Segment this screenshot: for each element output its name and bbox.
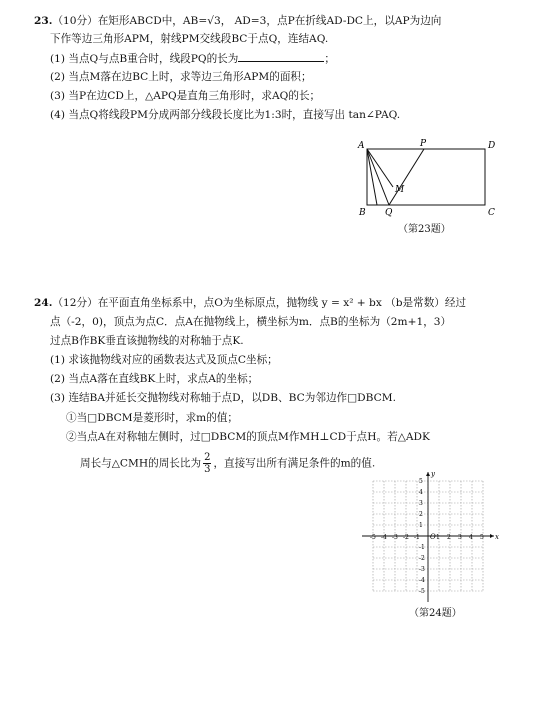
q24-line-9: 周长与△CMH的周长比为 $\frac{2}{3}$ ，直接写出所有满足条件的m的值. xyxy=(80,452,376,475)
x-tick-label: -5 xyxy=(370,534,376,541)
q24-line-3: 过点B作BK垂直该抛物线的对称轴于点K. xyxy=(50,335,244,347)
y-tick-label: -4 xyxy=(419,577,425,584)
q24-line-4: (1) 求该抛物线对应的函数表达式及顶点C坐标； xyxy=(50,354,278,366)
origin-label: O xyxy=(430,533,436,541)
label-p: P xyxy=(420,139,427,149)
q24-line-5: (2) 当点A落在直线BK上时，求点A的坐标； xyxy=(50,373,259,385)
y-tick-label: -3 xyxy=(419,566,425,573)
label-m: M xyxy=(395,185,405,195)
x-tick-label: -4 xyxy=(381,534,387,541)
answer-blank[interactable] xyxy=(238,51,324,62)
rectangle-abcd xyxy=(367,149,485,205)
x-tick-label: 4 xyxy=(469,534,473,541)
q23-line-6: (4) 当点Q将线段PM分成两部分线段长度比为1:3时，直接写出 tan∠PAQ. xyxy=(50,109,401,121)
q23-caption: （第23题） xyxy=(398,224,451,235)
q23-line-2: 下作等边三角形APM，射线PM交线段BC于点Q，连结AQ. xyxy=(50,33,329,45)
x-tick-label: 2 xyxy=(447,534,451,541)
q23-number: 23. xyxy=(34,15,53,27)
x-tick-label: -2 xyxy=(403,534,409,541)
y-axis-label: y xyxy=(431,472,435,478)
label-a: A xyxy=(358,141,365,151)
x-tick-label: 5 xyxy=(480,534,484,541)
x-tick-label: 3 xyxy=(458,534,462,541)
y-axis-arrow xyxy=(426,472,430,476)
x-tick-label: -3 xyxy=(392,534,398,541)
y-tick-label: -2 xyxy=(419,555,425,562)
y-tick-label: -5 xyxy=(419,588,425,595)
q23-line-1: 23.（10分）在矩形ABCD中，AB=√3， AD=3，点P在折线AD-DC上，以AP为边向 xyxy=(34,15,442,27)
q24-line-8: ②当点A在对称轴左侧时，过□DBCM的顶点M作MH⊥CD于点H。若△ADK xyxy=(66,431,430,443)
y-tick-label: 3 xyxy=(419,500,423,507)
label-d: D xyxy=(488,141,496,151)
x-axis-label: x xyxy=(495,533,499,541)
q24-line-1: 24.（12分）在平面直角坐标系中，点O为坐标原点，抛物线 y = x² + bx （b是常数）经过 xyxy=(34,297,467,309)
ratio-fraction: $\frac{2}{3}$ xyxy=(204,452,211,475)
q23-line-4: (2) 当点M落在边BC上时，求等边三角形APM的面积； xyxy=(50,71,312,83)
label-b: B xyxy=(359,208,366,218)
x-tick-label: 1 xyxy=(436,534,440,541)
coordinate-grid xyxy=(360,472,500,602)
x-tick-label: -1 xyxy=(414,534,420,541)
label-c: C xyxy=(488,208,495,218)
y-tick-label: 4 xyxy=(419,489,423,496)
y-tick-label: -1 xyxy=(419,544,425,551)
q24-line-2: 点（-2，0)，顶点为点C．点A在抛物线上，横坐标为m．点B的坐标为（2m+1，3） xyxy=(50,316,452,328)
q24-number: 24. xyxy=(34,297,53,309)
y-tick-label: 5 xyxy=(419,478,423,485)
q23-line-3: (1) 当点Q与点B重合时，线段PQ的长为 ； xyxy=(50,53,335,65)
x-axis-arrow xyxy=(490,534,494,538)
q23-line-5: (3) 当P在边CD上，△APQ是直角三角形时，求AQ的长； xyxy=(50,90,321,102)
label-q: Q xyxy=(385,208,393,218)
q24-line-7: ①当□DBCM是菱形时，求m的值； xyxy=(66,412,239,424)
q23-figure xyxy=(350,138,500,218)
y-tick-label: 2 xyxy=(419,511,423,518)
q24-caption: （第24题） xyxy=(409,608,462,619)
q24-line-6: (3) 连结BA并延长交抛物线对称轴于点D，以DB、BC为邻边作□DBCM. xyxy=(50,392,396,404)
segment-pq xyxy=(389,149,424,205)
y-tick-label: 1 xyxy=(419,522,423,529)
